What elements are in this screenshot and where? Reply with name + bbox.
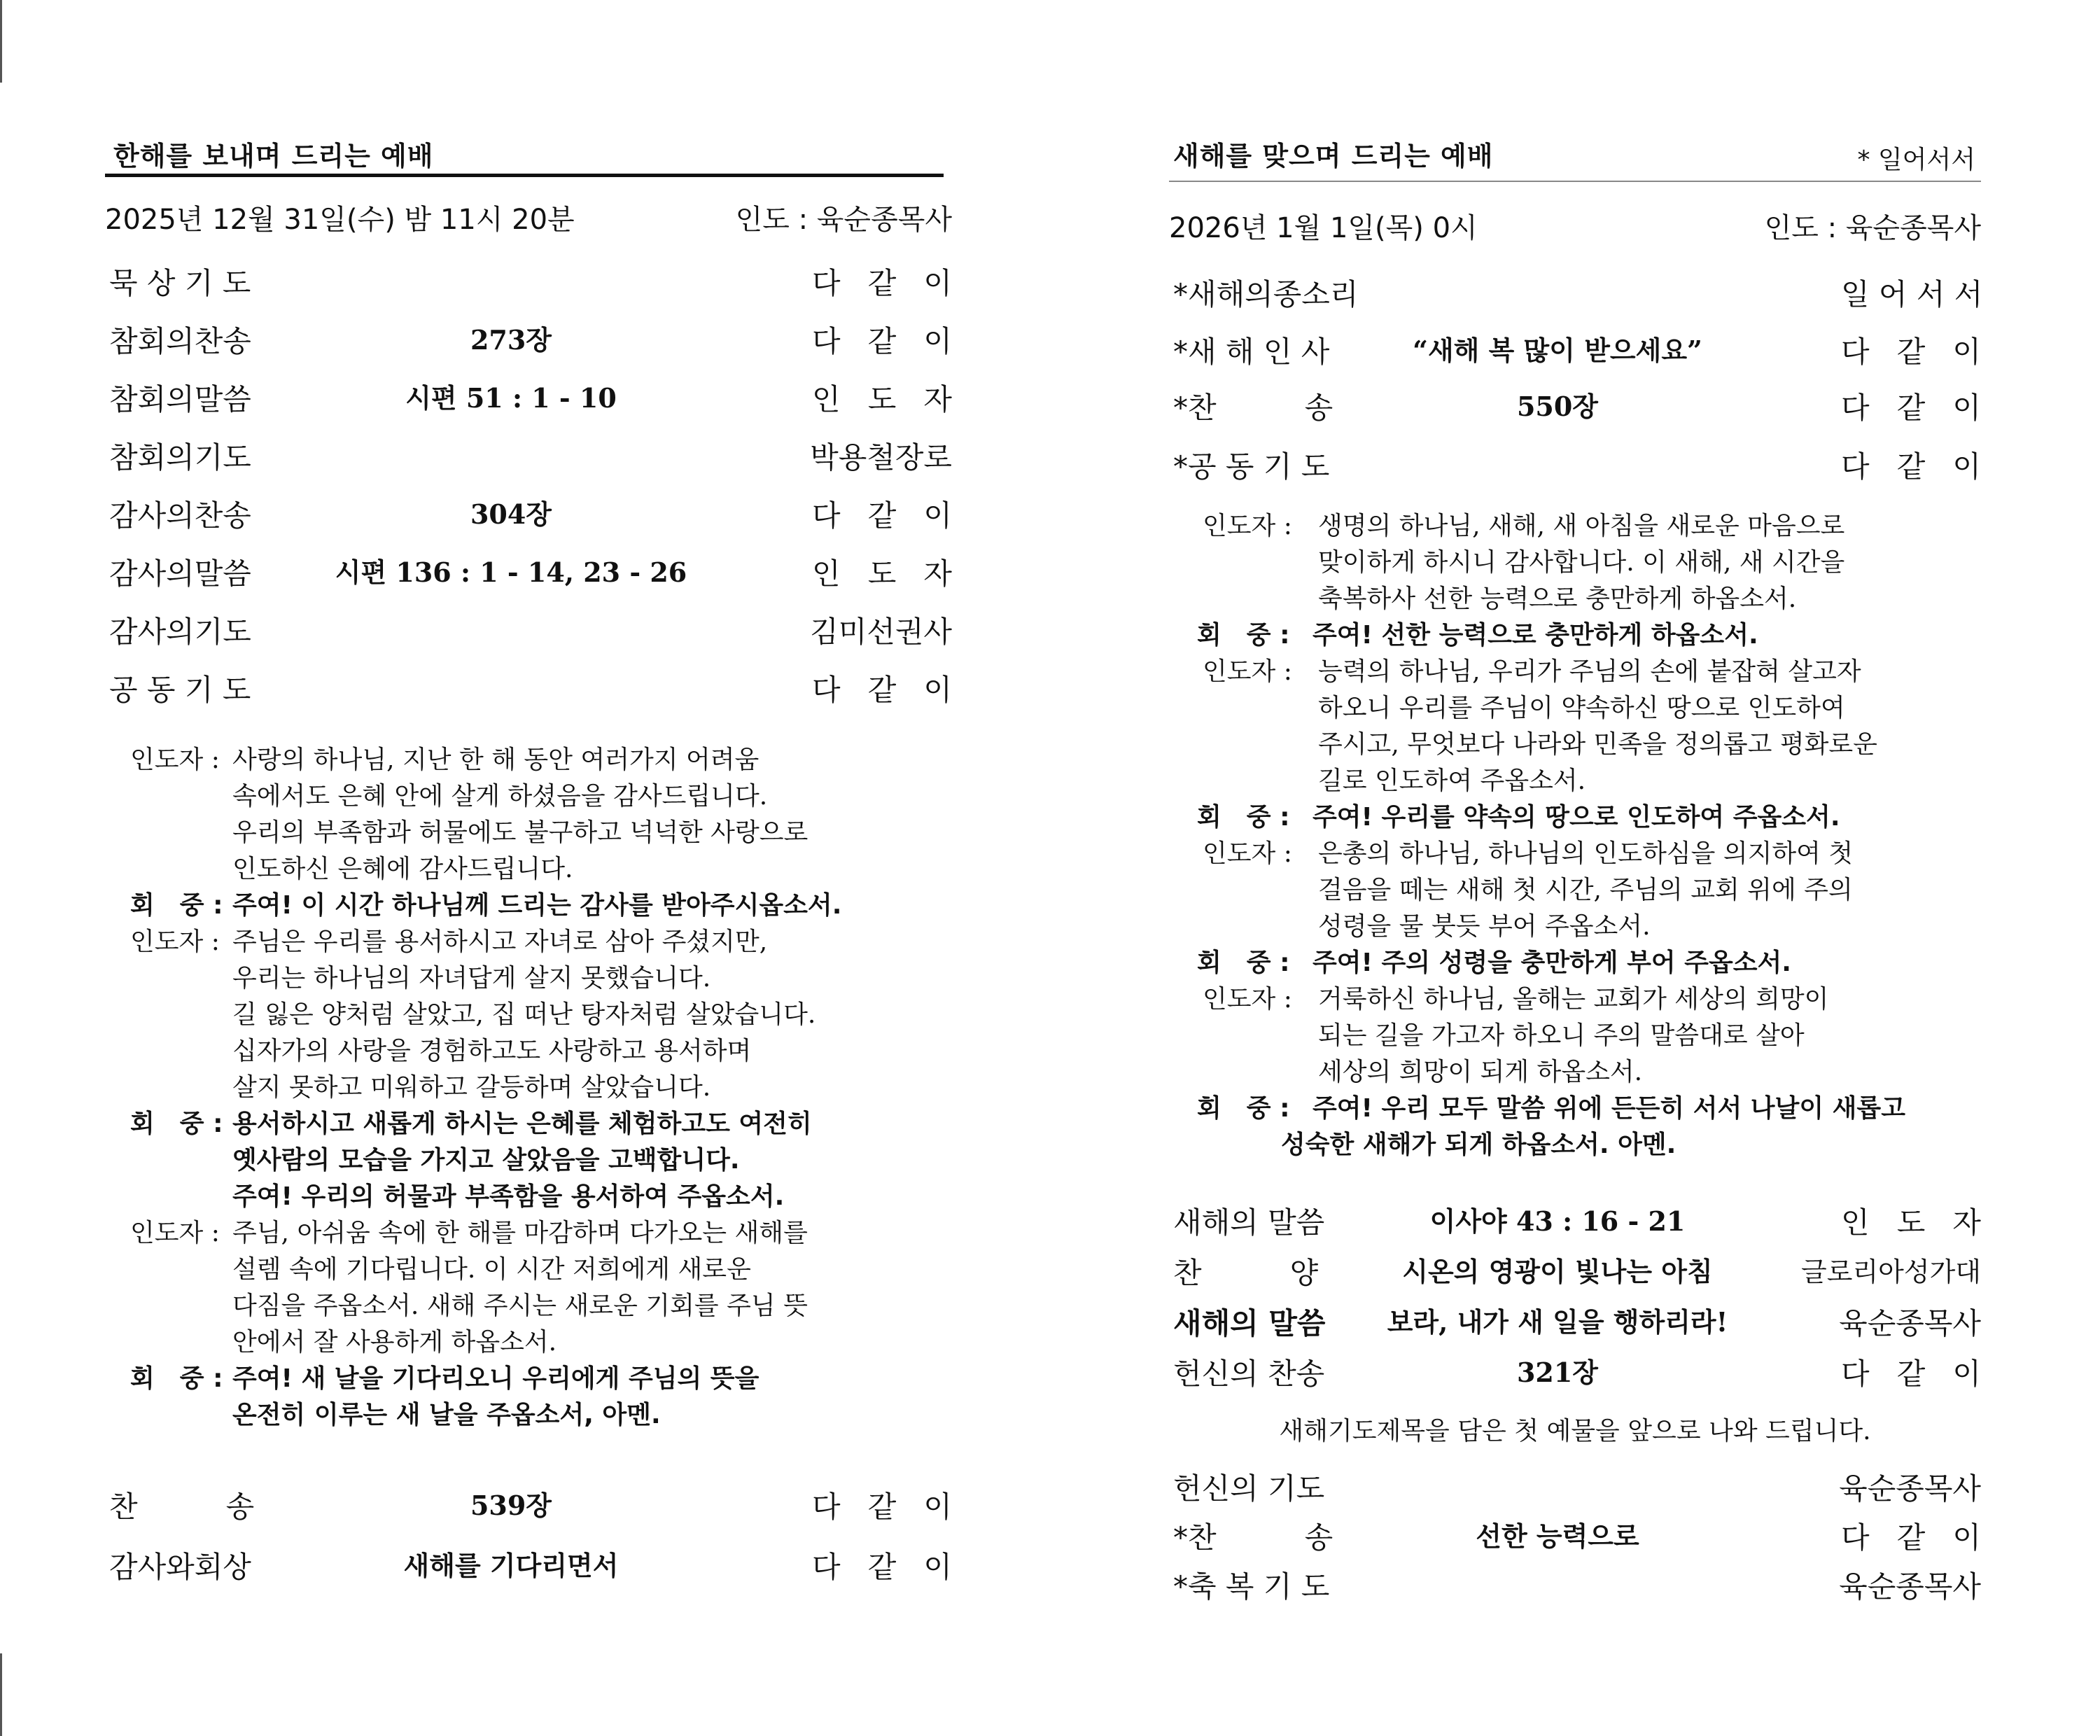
order-item [1169, 385, 1981, 427]
order-item-label: 새해의 말씀 [1173, 1205, 1325, 1240]
litany-speaker: 인도자 : [1203, 657, 1292, 686]
litany-congregation-part [1169, 1091, 1981, 1127]
order-item [105, 377, 952, 419]
order-item-label: 찬 송 [109, 1490, 255, 1524]
order-item-person: 육순종목사 [1839, 1471, 1981, 1506]
order-item-detail: 이사야 43 : 16 - 21 [1429, 1205, 1686, 1237]
order-item-person: 다 같 이 [812, 324, 952, 358]
litany-text: 성숙한 새해가 되게 하옵소서. 아멘. [1281, 1130, 1676, 1159]
litany-text: 능력의 하나님, 우리가 주님의 손에 붙잡혀 살고자 하오니 우리를 주님이 약속하신 땅으로 인도하여 주시고, 무엇보다 나라와 민족을 정의롭고 평화로운 길로 인도하여 주옵소서. [1318, 657, 1877, 795]
order-item-person: 다 같 이 [1841, 391, 1981, 425]
order-item-detail: 새해를 기다리면서 [403, 1550, 619, 1581]
page-title: 한해를 보내며 드리는 예배 [113, 140, 434, 172]
service-leader: 인도 : 육순종목사 [735, 204, 952, 236]
litany-text: 주님은 우리를 용서하시고 자녀로 삼아 주셨지만, 우리는 하나님의 자녀답게 살지 못했습니다. 길 잃은 양처럼 살았고, 집 떠난 탕자처럼 살았습니다. 십자가의 사랑을 경험하고도 사랑하고 용서하며 살지 못하고 미워하고 갈등하며 살았습니다. [232, 927, 816, 1102]
order-item-detail: 보라, 내가 새 일을 행하리라! [1387, 1306, 1728, 1338]
order-item [105, 1484, 952, 1526]
order-item-person: 다 같 이 [812, 673, 952, 707]
order-item [105, 435, 952, 477]
order-item [105, 667, 952, 709]
litany-speaker: 회 중 : [130, 891, 223, 920]
litany-text: 주님, 아쉬움 속에 한 해를 마감하며 다가오는 새해를 설렘 속에 기다립니다. 이 시간 저희에게 새로운 다짐을 주옵소서. 새해 주시는 새로운 기회를 주님 뜻 안에서 잘 사용하게 하옵소서. [232, 1219, 808, 1357]
order-item-label: 감사와회상 [109, 1550, 251, 1584]
order-item-label: *새 해 인 사 [1173, 335, 1330, 369]
order-item [105, 609, 952, 651]
litany-text: 주여! 새 날을 기다리오니 우리에게 주님의 뜻을 온전히 이루는 새 날을 주옵소서, 아멘. [232, 1364, 760, 1429]
order-item [1169, 1515, 1981, 1557]
order-item-person: 육순종목사 [1839, 1306, 1981, 1340]
litany-speaker: 회 중 : [1197, 621, 1290, 650]
order-item-label: *축 복 기 도 [1173, 1569, 1330, 1604]
order-item-detail: 304장 [470, 498, 552, 530]
litany-leader-part [105, 1215, 952, 1361]
litany-speaker: 회 중 : [130, 1110, 223, 1138]
order-item-person: 다 같 이 [1841, 449, 1981, 484]
service-leader: 인도 : 육순종목사 [1764, 212, 1981, 244]
order-item-label: 감사의말씀 [109, 556, 251, 591]
litany-text: 주여! 이 시간 하나님께 드리는 감사를 받아주시옵소서. [232, 891, 842, 920]
order-item-detail: 273장 [470, 324, 552, 356]
order-item [1169, 1301, 1981, 1343]
order-item-person: 다 같 이 [1841, 335, 1981, 369]
order-item [1169, 329, 1981, 371]
order-item-person: 인 도 자 [1841, 1205, 1981, 1240]
order-item-person: 다 같 이 [812, 266, 952, 300]
litany-speaker: 인도자 : [130, 1219, 220, 1247]
litany-leader-part [105, 924, 952, 1106]
order-item [105, 493, 952, 535]
litany-speaker: 회 중 : [1197, 1094, 1290, 1123]
order-item-detail: 539장 [470, 1490, 552, 1521]
service-dateline [1169, 206, 1981, 246]
litany-leader-part [1169, 981, 1981, 1091]
offering-note: 새해기도제목을 담은 첫 예물을 앞으로 나와 드립니다. [1279, 1417, 1871, 1446]
litany-speaker: 인도자 : [130, 746, 220, 774]
litany-speaker: 회 중 : [1197, 948, 1290, 977]
standing-note: * 일어서서 [1857, 146, 1975, 174]
litany-text: 거룩하신 하나님, 올해는 교회가 세상의 희망이 되는 길을 가고자 하오니 주의 말씀대로 살아 세상의 희망이 되게 하옵소서. [1318, 985, 1829, 1086]
order-item [105, 1544, 952, 1586]
litany-text: 은총의 하나님, 하나님의 인도하심을 의지하여 첫 걸음을 떼는 새해 첫 시간, 주님의 교회 위에 주의 성령을 물 붓듯 부어 주옵소서. [1318, 839, 1854, 941]
service-dateline [105, 197, 952, 237]
order-item-detail: 321장 [1516, 1357, 1599, 1388]
litany-text: 주여! 우리 모두 말씀 위에 든든히 서서 나날이 새롭고 [1312, 1094, 1905, 1123]
order-item-label: *찬 송 [1173, 1520, 1334, 1555]
page-title: 새해를 맞으며 드리는 예배 [1173, 140, 1494, 172]
order-item [105, 551, 952, 593]
order-item [1169, 1466, 1981, 1508]
order-item-person: 다 같 이 [812, 498, 952, 533]
order-item-person: 일 어 서 서 [1841, 277, 1983, 312]
order-item-label: 참회의찬송 [109, 324, 251, 358]
litany-congregation-part [1169, 799, 1981, 836]
order-item-label: 참회의기도 [109, 440, 251, 475]
order-item-label: *찬 송 [1173, 391, 1334, 425]
litany-text: 용서하시고 새롭게 하시는 은혜를 체험하고도 여전히 옛사람의 모습을 가지고 살았음을 고백합니다. 주여! 우리의 허물과 부족함을 용서하여 주옵소서. [232, 1110, 812, 1211]
litany-text: 주여! 주의 성령을 충만하게 부어 주옵소서. [1312, 948, 1791, 977]
litany-speaker: 인도자 : [1203, 512, 1292, 540]
litany-congregation-part [1169, 945, 1981, 981]
order-item-detail: 550장 [1516, 391, 1599, 422]
order-item-label: 감사의기도 [109, 615, 251, 649]
service-date: 2026년 1월 1일(목) 0시 [1169, 212, 1478, 244]
order-item-label: *새해의종소리 [1173, 277, 1359, 312]
litany-congregation-part [105, 888, 952, 924]
order-item [1169, 272, 1981, 314]
litany-text: 생명의 하나님, 새해, 새 아침을 새로운 마음으로 맞이하게 하시니 감사합니다. 이 새해, 새 시간을 축복하사 선한 능력으로 충만하게 하옵소서. [1318, 512, 1845, 613]
order-item-detail: 시온의 영광이 빛나는 아침 [1402, 1256, 1713, 1287]
litany-text: 주여! 선한 능력으로 충만하게 하옵소서. [1312, 621, 1758, 650]
litany-speaker: 회 중 : [130, 1364, 223, 1393]
service-date: 2025년 12월 31일(수) 밤 11시 20분 [105, 204, 575, 236]
title-rule [1169, 181, 1981, 182]
litany [1169, 508, 1981, 1163]
order-item-label: 참회의말씀 [109, 382, 251, 416]
litany-speaker: 회 중 : [1197, 803, 1290, 832]
litany-speaker: 인도자 : [130, 927, 220, 956]
order-item-detail: 시편 51 : 1 - 10 [405, 382, 617, 414]
order-item-person: 다 같 이 [812, 1550, 952, 1584]
order-item-person: 인 도 자 [812, 556, 952, 591]
order-item-detail: 시편 136 : 1 - 14, 23 - 26 [335, 556, 687, 588]
order-item [105, 318, 952, 360]
litany-congregation-part [105, 1106, 952, 1215]
litany-congregation-part [1169, 617, 1981, 654]
order-item-label: 헌신의 기도 [1173, 1471, 1325, 1506]
litany-speaker: 인도자 : [1203, 839, 1292, 868]
litany-leader-part [1169, 654, 1981, 799]
order-item [1169, 1351, 1981, 1393]
order-item [1169, 1564, 1981, 1606]
order-item-label: 새해의 말씀 [1173, 1306, 1326, 1340]
litany [105, 742, 952, 1434]
order-item-person: 육순종목사 [1839, 1569, 1981, 1604]
order-item [1169, 444, 1981, 486]
order-item [1169, 1250, 1981, 1292]
order-item-person: 박용철장로 [810, 440, 952, 475]
title-rule [105, 174, 944, 177]
order-item-person: 다 같 이 [1841, 1520, 1981, 1555]
litany-congregation-part [105, 1361, 952, 1434]
litany-speaker: 인도자 : [1203, 985, 1292, 1014]
order-item-person: 김미선권사 [810, 615, 952, 649]
order-item-person: 다 같 이 [1841, 1357, 1981, 1391]
order-item [1169, 1200, 1981, 1242]
litany-congregation-continuation [1169, 1127, 1981, 1163]
litany-leader-part [1169, 508, 1981, 617]
litany-leader-part [105, 742, 952, 888]
order-item-label: 감사의찬송 [109, 498, 251, 533]
order-item-person: 인 도 자 [812, 382, 952, 416]
order-item-person: 글로리아성가대 [1801, 1256, 1981, 1287]
litany-leader-part [1169, 836, 1981, 945]
litany-text: 주여! 우리를 약속의 땅으로 인도하여 주옵소서. [1312, 803, 1840, 832]
order-item-label: 묵 상 기 도 [109, 266, 251, 300]
order-item-detail: 선한 능력으로 [1476, 1520, 1639, 1552]
crop-mark-bottom-left [0, 1653, 2, 1736]
order-item-label: 헌신의 찬송 [1173, 1357, 1325, 1391]
litany-text: 사랑의 하나님, 지난 한 해 동안 여러가지 어려움 속에서도 은혜 안에 살게 하셨음을 감사드립니다. 우리의 부족함과 허물에도 불구하고 넉넉한 사랑으로 인도하신 은혜에 감사드립니다. [232, 746, 808, 883]
order-item-label: *공 동 기 도 [1173, 449, 1330, 484]
order-item-label: 공 동 기 도 [109, 673, 251, 707]
order-item-person: 다 같 이 [812, 1490, 952, 1524]
order-item [105, 260, 952, 302]
crop-mark-top-left [0, 0, 2, 83]
order-item-label: 찬 양 [1173, 1256, 1319, 1290]
order-item-detail: “새해 복 많이 받으세요” [1413, 335, 1702, 366]
